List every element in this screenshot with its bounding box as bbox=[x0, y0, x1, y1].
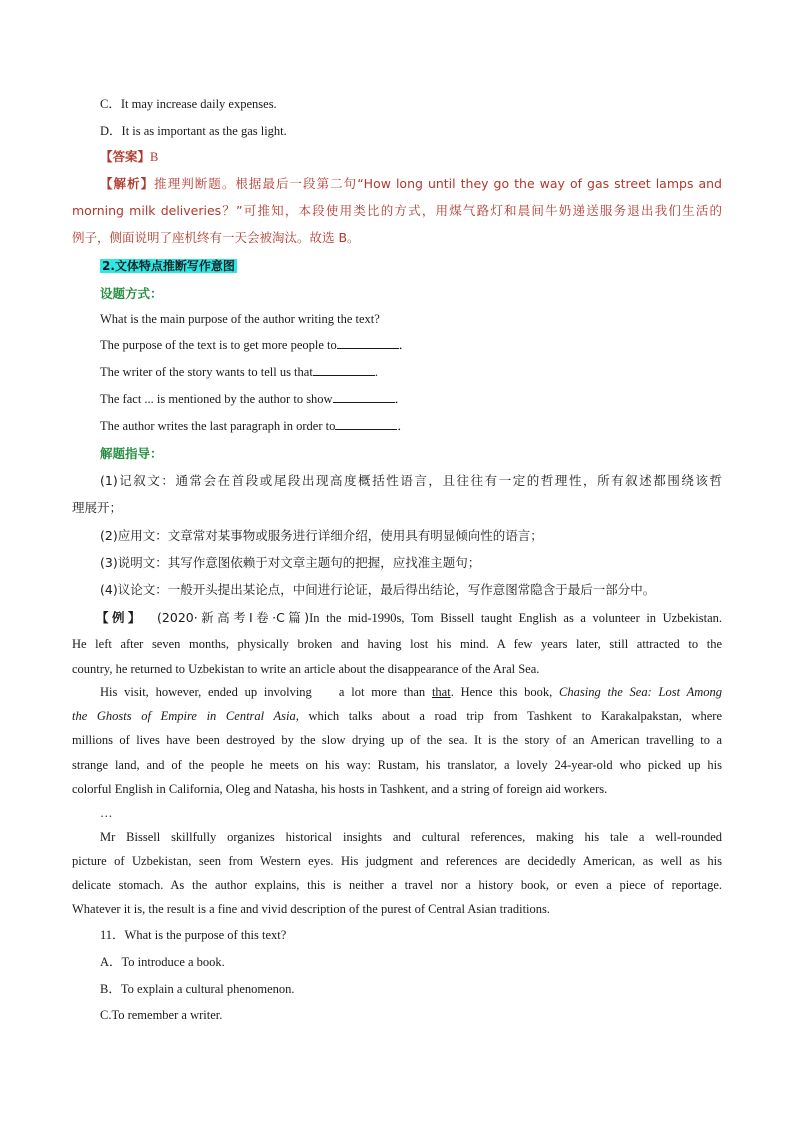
example-source: (2020·新高考Ⅰ卷·C篇) bbox=[157, 610, 310, 625]
answer-value: B bbox=[150, 150, 159, 164]
example-option-c: C.To remember a writer. bbox=[100, 1008, 223, 1022]
example-option-b: B．To explain a cultural phenomenon. bbox=[100, 982, 295, 996]
example-label: 【例】 bbox=[96, 610, 144, 625]
analysis-label: 【解析】 bbox=[100, 176, 155, 191]
question-style-2: The purpose of the text is to get more people to ． bbox=[100, 338, 412, 352]
example-p1-line-1: 【例】 (2020·新高考Ⅰ卷·C篇)In the mid-1990s, Tom Bissell taught English as a volunteer in Uzbekistan. bbox=[96, 610, 722, 625]
example-p2-line-3: millions of lives have been destroyed by the slow drying up of the sea. It is the story of an American travelling to a bbox=[72, 733, 722, 747]
question-styles-label: 设题方式： bbox=[100, 286, 163, 301]
guidance-2: (2)应用文：文章常对某事物或服务进行详细介绍，使用具有明显倾向性的语言； bbox=[100, 528, 543, 543]
example-ellipsis: … bbox=[100, 806, 113, 820]
prev-option-c: C．It may increase daily expenses. bbox=[100, 97, 277, 111]
question-style-1: What is the main purpose of the author writing the text? bbox=[100, 312, 380, 326]
example-p2-line-4: strange land, and of the people he meets on his way: Rustam, his translator, a lovely 24-year-old who picked up his bbox=[72, 758, 722, 772]
example-p3-line-2: picture of Uzbekistan, seen from Western eyes. His judgment and references are decidedly American, as well as his bbox=[72, 854, 722, 868]
analysis-line-1: 【解析】推理判断题。根据最后一段第二句“How long until they go the way of gas street lamps and bbox=[100, 176, 722, 191]
example-question: 11．What is the purpose of this text? bbox=[100, 928, 287, 942]
example-p1-line-2: He left after seven months, physically broken and having lost his mind. A few years later, still attracted to the bbox=[72, 637, 722, 651]
question-style-3: The writer of the story wants to tell us that . bbox=[100, 365, 378, 379]
guidance-1-line-1: (1)记叙文：通常会在首段或尾段出现高度概括性语言，且往往有一定的哲理性，所有叙述都围绕该哲 bbox=[100, 473, 722, 488]
example-p2-line-5: colorful English in California, Oleg and Natasha, his hosts in Tashkent, and a string of foreign aid workers. bbox=[72, 782, 608, 796]
question-style-5: The author writes the last paragraph in order to ． bbox=[100, 419, 410, 433]
example-p3-line-4: Whatever it is, the result is a fine and vivid description of the purest of Central Asian traditions. bbox=[72, 902, 551, 916]
answer-label: 【答案】 bbox=[100, 149, 151, 164]
answer-blank bbox=[335, 418, 397, 430]
answer-blank bbox=[313, 364, 375, 376]
answer-blank bbox=[333, 391, 395, 403]
example-option-a: A．To introduce a book. bbox=[100, 955, 225, 969]
example-p1-line-3: country, he returned to Uzbekistan to write an article about the disappearance of the Aral Sea. bbox=[72, 662, 540, 676]
answer-row bbox=[100, 149, 158, 165]
example-p3-line-1: Mr Bissell skillfully organizes historical insights and cultural references, making his tale a well-rounded bbox=[100, 830, 722, 844]
guidance-4: (4)议论文：一般开头提出某论点，中间进行论证，最后得出结论，写作意图常隐含于最后一部分中。 bbox=[100, 582, 656, 597]
prev-option-d: D．It is as important as the gas light. bbox=[100, 124, 287, 138]
guidance-1-line-2: 理展开； bbox=[72, 500, 123, 515]
section-heading: 2.文体特点推断写作意图 bbox=[102, 259, 235, 273]
guidance-label: 解题指导： bbox=[100, 446, 163, 461]
answer-blank bbox=[337, 337, 399, 349]
analysis-line-2: morning milk deliveries？”可推知，本段使用类比的方式，用煤气路灯和晨间牛奶递送服务退出我们生活的 bbox=[72, 203, 722, 218]
example-p2-line-1: His visit, however, ended up involving a lot more than that. Hence this book, Chasing the Sea: Lost Among bbox=[100, 685, 723, 699]
example-p2-line-2: the Ghosts of Empire in Central Asia, which talks about a road trip from Tashkent to Karakalpakstan, where bbox=[72, 709, 723, 723]
analysis-line-3: 例子，侧面说明了座机终有一天会被淘汰。故选 B。 bbox=[72, 230, 360, 245]
guidance-3: (3)说明文：其写作意图依赖于对文章主题句的把握，应找准主题句； bbox=[100, 555, 481, 570]
question-style-4: The fact ... is mentioned by the author to show ． bbox=[100, 392, 408, 406]
example-p3-line-3: delicate stomach. As the author explains, this is neither a travel nor a history book, or even a piece of reportage. bbox=[72, 878, 722, 892]
